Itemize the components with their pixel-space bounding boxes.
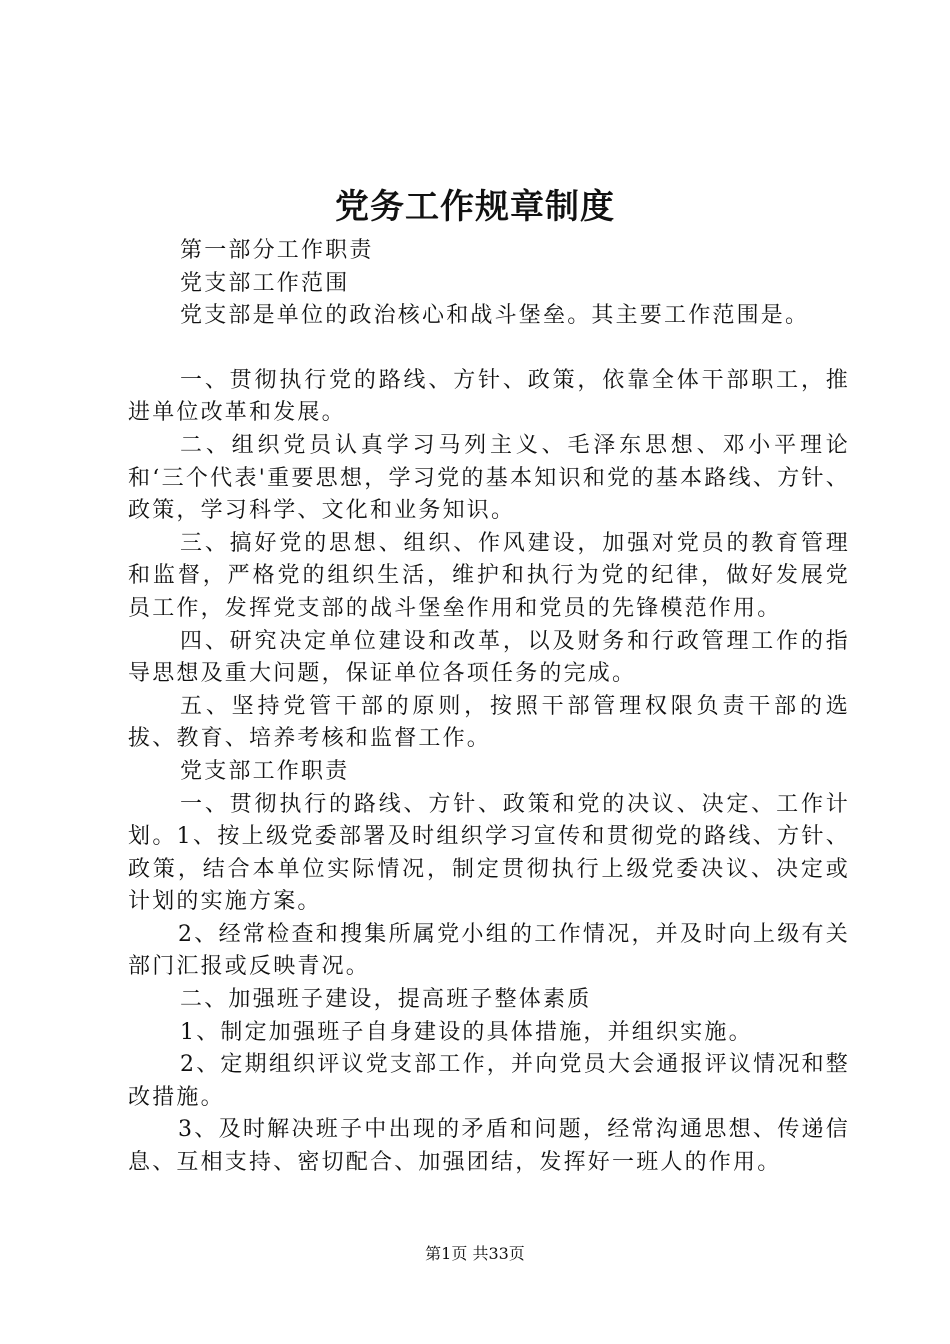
blank-line xyxy=(128,333,850,365)
paragraph: 二、加强班子建设，提高班子整体素质 xyxy=(180,987,592,1013)
paragraph: 1、制定加强班子自身建设的具体措施，并组织实施。 xyxy=(180,1019,753,1045)
paragraph: 2、经常检查和搜集所属党小组的工作情况，并及时向上级有关部门汇报或反映青况。 xyxy=(128,921,850,980)
paragraph: 党支部是单位的政治核心和战斗堡垒。其主要工作范围是。 xyxy=(180,303,810,329)
paragraph: 三、搞好党的思想、组织、作风建设，加强对党员的教育管理和监督，严格党的组织生活，维护和执行为党的纪律，做好发展党员工作，发挥党支部的战斗堡垒作用和党员的先锋模范作用。 xyxy=(128,530,850,621)
paragraph: 一、贯彻执行党的路线、方针、政策，依靠全体干部职工，推进单位改革和发展。 xyxy=(128,367,850,426)
paragraph: 四、研究决定单位建设和改革，以及财务和行政管理工作的指导思想及重大问题，保证单位各项任务的完成。 xyxy=(128,628,850,687)
paragraph: 五、坚持党管干部的原则，按照干部管理权限负责干部的选拔、教育、培养考核和监督工作。 xyxy=(128,693,850,752)
paragraph: 3、及时解决班子中出现的矛盾和问题，经常沟通思想、传递信息、互相支持、密切配合、加强团结，发挥好一班人的作用。 xyxy=(128,1117,850,1176)
document-body xyxy=(128,235,850,1180)
subsection-heading: 党支部工作职责 xyxy=(180,758,350,784)
document-title: 党务工作规章制度 xyxy=(335,187,615,227)
page-footer: 第1页 共33页 xyxy=(425,1244,525,1263)
subsection-heading: 党支部工作范围 xyxy=(180,270,350,296)
paragraph: 二、组织党员认真学习马列主义、毛泽东思想、邓小平理论和‘三个代表'重要思想，学习党的基本知识和党的基本路线、方针、政策，学习科学、文化和业务知识。 xyxy=(128,432,850,524)
section-heading: 第一部分工作职责 xyxy=(180,238,374,263)
paragraph: 2、定期组织评议党支部工作，并向党员大会通报评议情况和整改措施。 xyxy=(128,1052,850,1110)
paragraph: 一、贯彻执行的路线、方针、政策和党的决议、决定、工作计划。1、按上级党委部署及时组织学习宣传和贯彻党的路线、方针、政策，结合本单位实际情况，制定贯彻执行上级党委决议、决定或计划的实施方案。 xyxy=(128,791,850,915)
